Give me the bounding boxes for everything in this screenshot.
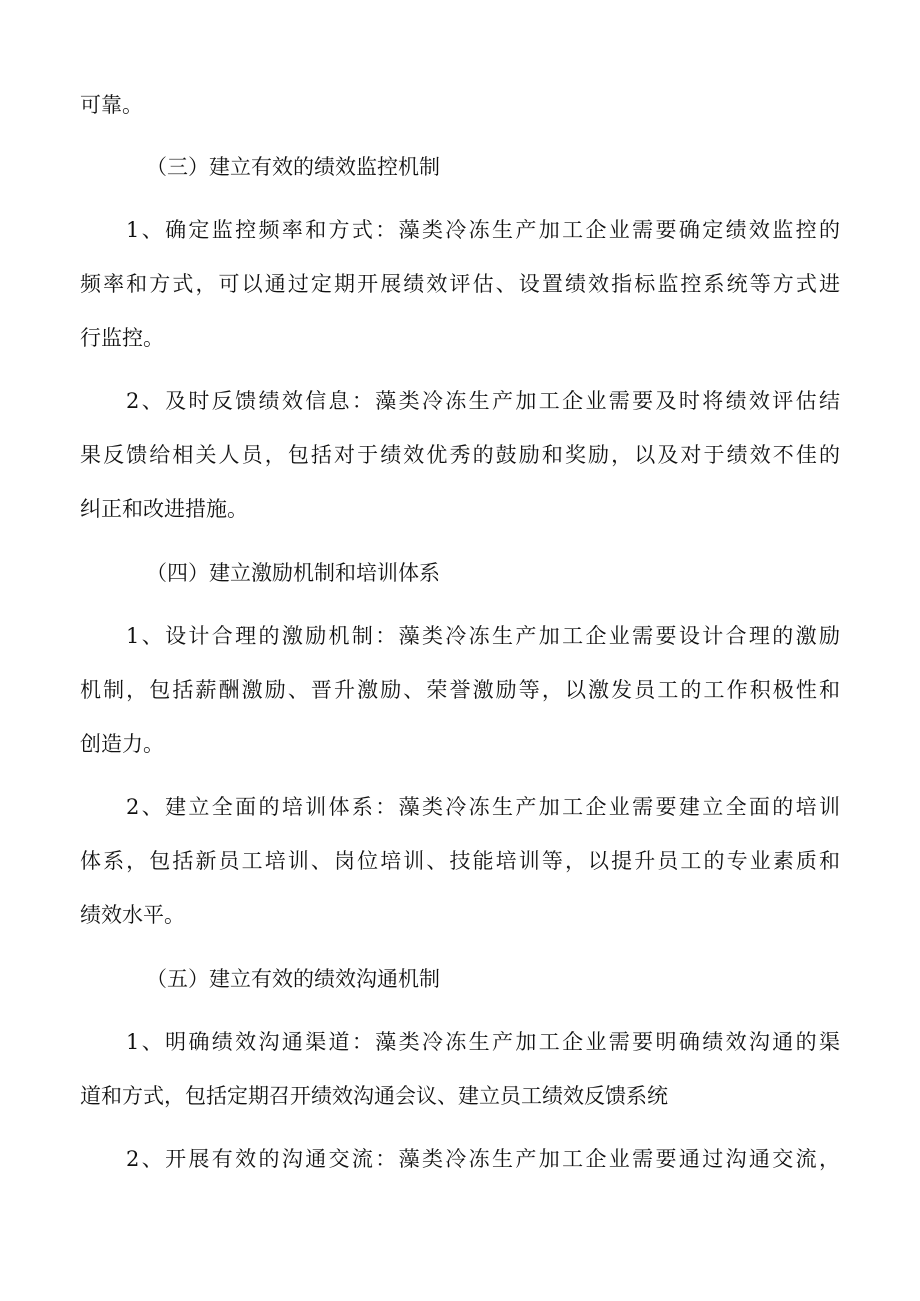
paragraph-line: 道和方式，包括定期召开绩效沟通会议、建立员工绩效反馈系统 [80, 1084, 668, 1108]
paragraph-line: 2、开展有效的沟通交流：藻类冷冻生产加工企业需要通过沟通交流， [126, 1147, 840, 1171]
section-heading: （五）建立有效的绩效沟通机制 [146, 967, 440, 991]
section-heading: （四）建立激励机制和培训体系 [146, 561, 440, 585]
paragraph-line: 1、确定监控频率和方式：藻类冷冻生产加工企业需要确定绩效监控的 [126, 218, 840, 242]
paragraph-line: 创造力。 [80, 732, 164, 756]
paragraph-line: 绩效水平。 [80, 903, 185, 927]
paragraph-line: 可靠。 [80, 93, 143, 117]
paragraph-line: 1、明确绩效沟通渠道：藻类冷冻生产加工企业需要明确绩效沟通的渠 [126, 1030, 840, 1054]
paragraph-line: 频率和方式，可以通过定期开展绩效评估、设置绩效指标监控系统等方式进 [80, 272, 840, 296]
paragraph-line: 体系，包括新员工培训、岗位培训、技能培训等，以提升员工的专业素质和 [80, 849, 840, 873]
paragraph-line: 机制，包括薪酬激励、晋升激励、荣誉激励等，以激发员工的工作积极性和 [80, 678, 840, 702]
paragraph-line: 1、设计合理的激励机制：藻类冷冻生产加工企业需要设计合理的激励 [126, 624, 840, 648]
paragraph-line: 2、及时反馈绩效信息：藻类冷冻生产加工企业需要及时将绩效评估结 [126, 389, 840, 413]
paragraph-line: 行监控。 [80, 326, 164, 350]
paragraph-line: 纠正和改进措施。 [80, 497, 248, 521]
paragraph-line: 果反馈给相关人员，包括对于绩效优秀的鼓励和奖励，以及对于绩效不佳的 [80, 443, 840, 467]
paragraph-line: 2、建立全面的培训体系：藻类冷冻生产加工企业需要建立全面的培训 [126, 795, 840, 819]
section-heading: （三）建立有效的绩效监控机制 [146, 155, 440, 179]
